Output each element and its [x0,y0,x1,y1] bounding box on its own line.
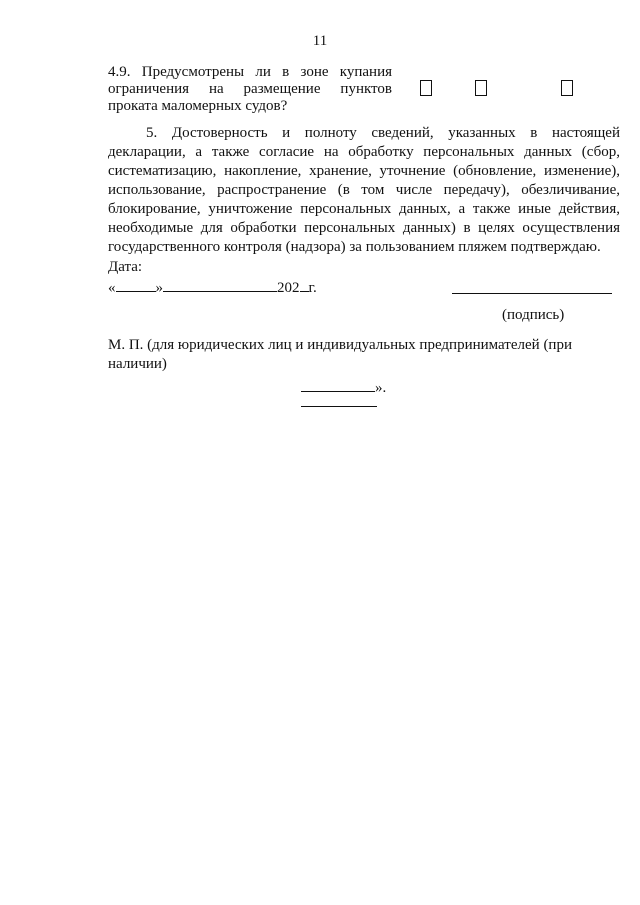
closing-blank[interactable] [301,378,375,392]
date-year: 202 [277,280,300,296]
closing-suffix: ». [375,380,387,396]
date-field [108,278,317,297]
signature-line[interactable] [452,293,612,294]
date-label: Дата: [108,259,143,275]
bottom-blank-line[interactable] [301,406,377,407]
checkbox-3[interactable] [561,80,573,96]
section-5-paragraph: 5. Достоверность и полноту сведений, указанных в настоящей декларации, а также согласие на обработку персональных данных (сбор, систематизацию, накопление, хранение, уточнение (обновление, изменение), использование, распространение (в том числе передачу), обезличивание, блокирование, уничтожение персональных данных, а также иные действия, необходимые для обработки персональных данных) в целях осуществления государственного контроля (надзора) за пользованием пляжем подтверждаю. [108,125,620,255]
checkbox-1[interactable] [420,80,432,96]
question-4-9-text: 4.9. Предусмотрены ли в зоне купания ограничения на размещение пунктов проката маломерных судов? [108,64,392,114]
date-year-blank[interactable] [300,278,309,292]
page-number: 11 [312,33,328,49]
date-open-quote: « [108,280,116,296]
signature-caption: (подпись) [502,307,565,323]
checkbox-2[interactable] [475,80,487,96]
date-day-blank[interactable] [116,278,156,292]
date-year-suffix: г. [308,280,317,296]
closing-field [301,378,386,397]
date-close-quote: » [155,280,163,296]
date-month-blank[interactable] [163,278,277,292]
stamp-note: М. П. (для юридических лиц и индивидуальных предпринимателей (при наличии) [108,337,572,372]
